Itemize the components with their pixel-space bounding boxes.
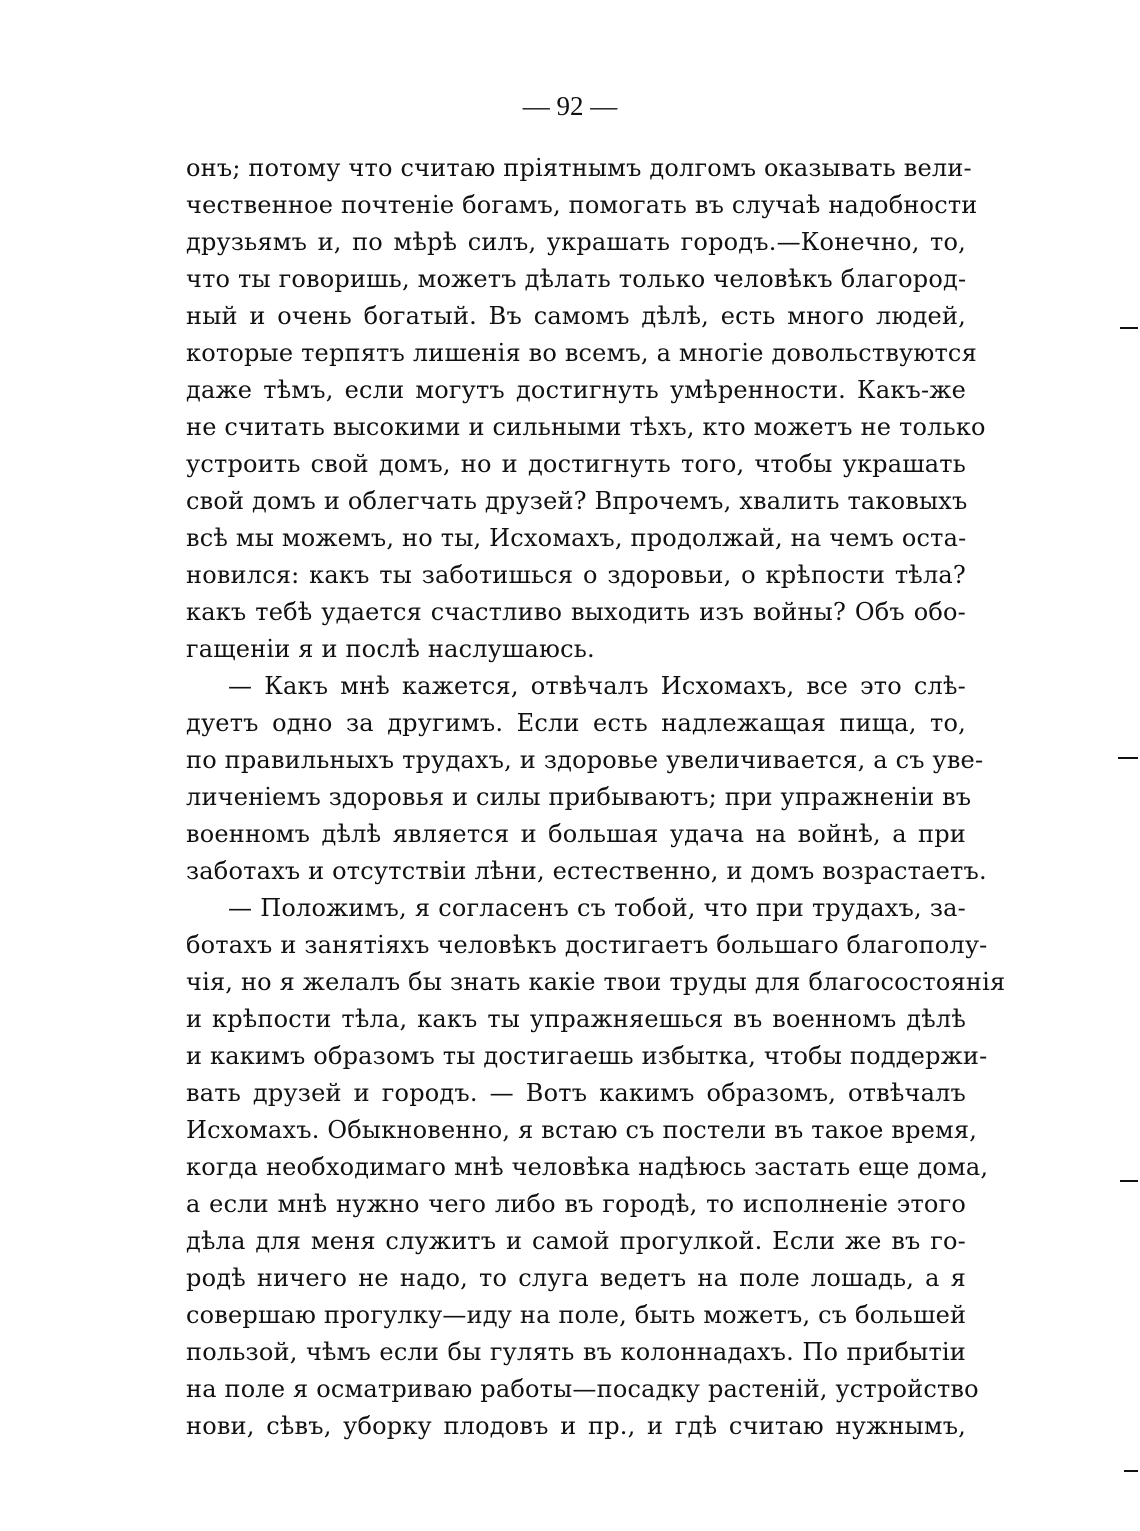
body-text <box>186 150 1006 1445</box>
text-line: родѣ ничего не надо, то слуга ведетъ на поле лошадь, а я <box>186 1264 966 1292</box>
text-line: — Какъ мнѣ кажется, отвѣчалъ Исхомахъ, все это слѣ- <box>228 672 966 700</box>
text-line: Исхомахъ. Обыкновенно, я встаю съ постели въ такое время, <box>186 1116 978 1144</box>
text-line: новился: какъ ты заботишься о здоровьи, о крѣпости тѣла? <box>186 561 966 589</box>
text-line: даже тѣмъ, если могутъ достигнуть умѣренности. Какъ-же <box>186 376 966 404</box>
text-line: нови, сѣвъ, уборку плодовъ и пр., и гдѣ считаю нужнымъ, <box>186 1412 966 1440</box>
text-line: личеніемъ здоровья и силы прибываютъ; при упражненіи въ <box>186 783 972 811</box>
text-line: совершаю прогулку—иду на поле, быть можетъ, съ большей <box>186 1301 967 1329</box>
text-line: когда необходимаго мнѣ человѣка надѣюсь застать еще дома, <box>186 1153 989 1181</box>
text-line: не считать высокими и сильными тѣхъ, кто можетъ не только <box>186 413 986 441</box>
text-line: свой домъ и облегчать друзей? Впрочемъ, хвалить таковыхъ <box>186 487 968 515</box>
text-line: чественное почтеніе богамъ, помогать въ случаѣ надобности <box>186 191 978 219</box>
text-line: гащеніи я и послѣ наслушаюсь. <box>186 635 595 663</box>
page-number: — 92 — <box>522 91 618 121</box>
text-line: ботахъ и занятіяхъ человѣкъ достигаетъ большаго благополу- <box>186 931 988 959</box>
text-line: которые терпятъ лишенія во всемъ, а многіе довольствуются <box>186 339 977 367</box>
text-line: всѣ мы можемъ, но ты, Исхомахъ, продолжай, на чемъ оста- <box>186 524 967 552</box>
text-line: чія, но я желалъ бы знать какіе твои труды для благосостоянія <box>186 968 1006 996</box>
text-line: ный и очень богатый. Въ самомъ дѣлѣ, есть много людей, <box>186 302 966 330</box>
text-line: дуетъ одно за другимъ. Если есть надлежащая пища, то, <box>186 709 966 737</box>
text-line: вать друзей и городъ. — Вотъ какимъ образомъ, отвѣчалъ <box>186 1079 966 1107</box>
text-line: пользой, чѣмъ если бы гулять въ колоннадахъ. По прибытіи <box>186 1338 966 1366</box>
text-line: дѣла для меня служитъ и самой прогулкой. Если же въ го- <box>186 1227 966 1255</box>
text-line: и крѣпости тѣла, какъ ты упражняешься въ военномъ дѣлѣ <box>186 1005 966 1033</box>
margin-mark <box>1118 757 1138 759</box>
text-line: что ты говоришь, можетъ дѣлать только человѣкъ благород- <box>186 265 967 293</box>
text-line: устроить свой домъ, но и достигнуть того, чтобы украшать <box>186 450 966 478</box>
text-line: а если мнѣ нужно чего либо въ городѣ, то исполненіе этого <box>186 1190 966 1218</box>
text-line: онъ; потому что считаю пріятнымъ долгомъ оказывать вели- <box>186 154 972 182</box>
margin-mark <box>1120 1180 1138 1182</box>
margin-mark <box>1124 1470 1138 1472</box>
margin-mark <box>1120 327 1138 329</box>
text-line: — Положимъ, я согласенъ съ тобой, что при трудахъ, за- <box>228 894 966 922</box>
text-line: военномъ дѣлѣ является и большая удача на войнѣ, а при <box>186 820 966 848</box>
text-line: на поле я осматриваю работы—посадку растеній, устройство <box>186 1375 979 1403</box>
text-line: по правильныхъ трудахъ, и здоровье увеличивается, а съ уве- <box>186 746 984 774</box>
text-line: и какимъ образомъ ты достигаешь избытка, чтобы поддержи- <box>186 1042 988 1070</box>
text-line: друзьямъ и, по мѣрѣ силъ, украшать городъ.—Конечно, то, <box>186 228 966 256</box>
text-line: какъ тебѣ удается счастливо выходить изъ войны? Объ обо- <box>186 598 966 626</box>
text-line: заботахъ и отсутствіи лѣни, естественно, и домъ возрастаетъ. <box>186 857 987 885</box>
